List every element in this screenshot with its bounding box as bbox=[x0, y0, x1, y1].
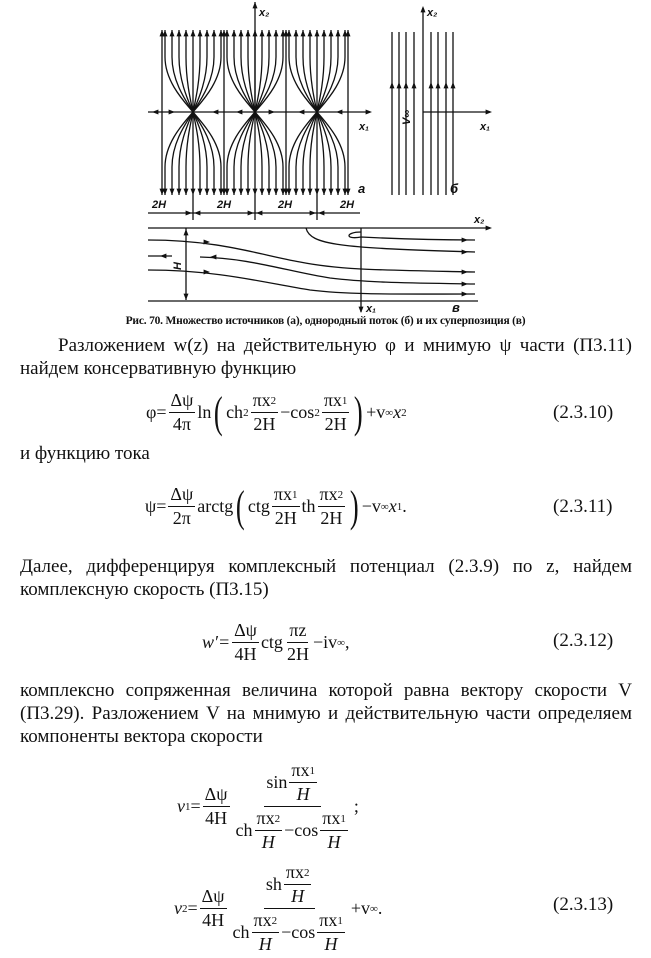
equation-number: (2.3.10) bbox=[553, 402, 614, 423]
eq-text: v bbox=[177, 796, 185, 816]
numerator bbox=[251, 390, 279, 413]
denominator bbox=[285, 643, 311, 665]
dimension-arrow bbox=[318, 211, 324, 216]
fraction bbox=[318, 484, 346, 529]
denominator bbox=[289, 885, 306, 907]
fraction bbox=[289, 760, 317, 805]
fraction bbox=[252, 910, 280, 955]
arrowhead bbox=[462, 292, 468, 297]
fraction bbox=[251, 390, 279, 435]
arrowhead bbox=[301, 189, 306, 195]
arrowhead bbox=[329, 189, 334, 195]
parenthesized-group bbox=[233, 481, 362, 531]
eq-text: H bbox=[296, 784, 310, 804]
denominator bbox=[323, 413, 349, 435]
numerator bbox=[287, 620, 308, 643]
eq-text: = bbox=[187, 898, 198, 918]
paragraph-4 bbox=[20, 679, 632, 748]
right-paren: ) bbox=[350, 481, 359, 531]
subscript: 1 bbox=[292, 488, 298, 501]
panel-label-b: б bbox=[450, 181, 459, 196]
arrowhead bbox=[232, 189, 237, 195]
arrowhead bbox=[239, 30, 244, 36]
eq-text: ψ= bbox=[145, 496, 167, 516]
eq-text: H bbox=[324, 934, 338, 954]
eq-text: φ= bbox=[146, 402, 167, 422]
denominator bbox=[171, 413, 193, 435]
arrowhead bbox=[253, 30, 258, 36]
arrowhead bbox=[462, 282, 468, 287]
left-paren: ( bbox=[236, 481, 245, 531]
paragraph-2-text: и функцию тока bbox=[20, 443, 150, 464]
eq-text: ch bbox=[226, 402, 244, 422]
arrowhead bbox=[239, 189, 244, 195]
equation-number: (2.3.12) bbox=[553, 630, 614, 651]
x2-axis-arrow bbox=[486, 226, 492, 231]
arrowhead bbox=[412, 82, 417, 88]
fraction bbox=[231, 862, 349, 955]
streamline bbox=[310, 30, 317, 112]
eq-text: 2H bbox=[253, 414, 276, 434]
subscript: ∞ bbox=[385, 406, 394, 419]
eq-text: ln bbox=[197, 402, 212, 422]
eq-text: πx bbox=[319, 484, 338, 504]
fraction bbox=[320, 808, 348, 853]
eq-text: ; bbox=[353, 796, 359, 816]
arrowhead bbox=[191, 30, 196, 36]
equation-v1 bbox=[177, 760, 359, 853]
eq-text: arctg bbox=[197, 496, 234, 516]
arrowhead bbox=[329, 30, 334, 36]
streamline bbox=[248, 112, 255, 195]
eq-text: −cos bbox=[281, 922, 316, 942]
arrowhead bbox=[198, 189, 203, 195]
axis-label-x1-b: x₁ bbox=[480, 121, 490, 133]
eq-text: πx bbox=[291, 760, 310, 780]
subscript: 1 bbox=[309, 764, 315, 777]
denominator bbox=[257, 933, 274, 955]
eq-text: ch bbox=[232, 922, 250, 942]
denominator bbox=[295, 783, 312, 805]
eq-text: −v bbox=[361, 496, 381, 516]
fraction bbox=[203, 784, 230, 829]
eq-text: H bbox=[291, 886, 305, 906]
streamline bbox=[248, 30, 255, 112]
eq-text: . bbox=[402, 496, 407, 516]
figure-caption: Рис. 70. Множество источников (а), однородный поток (б) и их суперпозиция (в) bbox=[125, 315, 526, 327]
dimension-arrow bbox=[256, 211, 262, 216]
arrowhead bbox=[205, 30, 210, 36]
arrowhead bbox=[462, 250, 468, 255]
arrowhead bbox=[462, 238, 468, 243]
eq-text: πx bbox=[252, 390, 271, 410]
streamline bbox=[186, 112, 193, 195]
streamline bbox=[349, 232, 475, 240]
eq-text: 2H bbox=[324, 414, 347, 434]
panel-label-a: а bbox=[358, 181, 366, 196]
right-paren: ) bbox=[354, 387, 364, 437]
fraction bbox=[200, 886, 227, 931]
fraction bbox=[169, 390, 196, 435]
eq-text: ctg bbox=[247, 496, 270, 516]
arrowhead bbox=[210, 255, 216, 260]
arrowhead bbox=[205, 189, 210, 195]
subscript: 2 bbox=[274, 812, 281, 825]
arrowhead bbox=[169, 110, 175, 115]
eq-text: th bbox=[301, 496, 316, 516]
dimension-arrow bbox=[194, 211, 200, 216]
arrowhead bbox=[184, 189, 189, 195]
arrowhead bbox=[274, 30, 279, 36]
subscript: 1 bbox=[341, 394, 348, 407]
streamline bbox=[255, 112, 262, 195]
numerator bbox=[232, 620, 259, 643]
equation-2-3-13 bbox=[174, 862, 382, 955]
eq-text: H bbox=[327, 832, 341, 852]
denominator bbox=[260, 831, 277, 853]
denominator bbox=[233, 643, 259, 665]
x1-axis-arrow bbox=[486, 110, 492, 115]
arrowhead bbox=[336, 110, 342, 115]
numerator bbox=[320, 808, 348, 831]
arrowhead bbox=[336, 30, 341, 36]
fraction bbox=[272, 484, 300, 529]
eq-text: Δψ bbox=[170, 484, 194, 504]
eq-text: 4H bbox=[202, 910, 225, 930]
x2-axis-arrow bbox=[253, 2, 258, 8]
arrowhead bbox=[462, 270, 468, 275]
arrowhead bbox=[170, 189, 175, 195]
subscript: 2 bbox=[270, 394, 277, 407]
denominator bbox=[200, 909, 226, 931]
arrowhead bbox=[267, 30, 272, 36]
eq-text: v bbox=[174, 898, 182, 918]
left-paren: ( bbox=[214, 387, 224, 437]
arrowhead bbox=[274, 189, 279, 195]
numerator bbox=[264, 862, 316, 909]
axis-label-x2-b: x₂ bbox=[427, 7, 438, 19]
arrowhead bbox=[308, 189, 313, 195]
spacing-label-3: 2H bbox=[278, 199, 293, 211]
axis-label-x2-v: x₂ bbox=[474, 214, 485, 226]
fraction bbox=[168, 484, 195, 529]
eq-text: 2H bbox=[286, 644, 309, 664]
streamline bbox=[317, 30, 324, 112]
arrowhead bbox=[315, 189, 320, 195]
arrowhead bbox=[322, 189, 327, 195]
arrowhead bbox=[397, 82, 402, 88]
numerator bbox=[318, 484, 346, 507]
axis-label-x1-a: x₁ bbox=[359, 121, 369, 133]
arrowhead bbox=[298, 110, 304, 115]
arrowhead bbox=[322, 30, 327, 36]
eq-text: Δψ bbox=[234, 620, 257, 640]
arrowhead bbox=[198, 30, 203, 36]
eq-text: +v bbox=[366, 402, 386, 422]
paragraph-1-text: Разложением w(z) на действительную φ и мнимую ψ части (П3.11) найдем консервативную функцию bbox=[20, 335, 632, 379]
eq-text: . bbox=[377, 898, 383, 918]
arrowhead bbox=[212, 110, 218, 115]
streamline bbox=[255, 30, 262, 112]
eq-text: −cos bbox=[280, 402, 315, 422]
numerator bbox=[200, 886, 227, 909]
eq-text: x bbox=[393, 402, 402, 422]
eq-text: πx bbox=[285, 862, 304, 882]
denominator bbox=[251, 413, 277, 435]
superscript: 2 bbox=[243, 406, 249, 419]
arrowhead bbox=[212, 189, 217, 195]
eq-text: πx bbox=[273, 484, 292, 504]
fraction bbox=[255, 808, 283, 853]
eq-text: 4π bbox=[172, 414, 192, 434]
eq-text: −iv bbox=[312, 632, 338, 652]
eq-text: 2π bbox=[172, 508, 191, 528]
streamline bbox=[148, 240, 475, 272]
eq-text: = bbox=[190, 796, 201, 816]
x1-axis-arrow bbox=[359, 307, 364, 313]
equation-2-3-10 bbox=[146, 387, 407, 437]
figure-70 bbox=[0, 0, 651, 315]
numerator bbox=[264, 760, 321, 807]
numerator bbox=[289, 760, 317, 783]
dimension-arrow bbox=[310, 211, 316, 216]
arrowhead bbox=[294, 189, 299, 195]
streamline bbox=[186, 30, 193, 112]
paragraph-4-text: комплексно сопряженная величина которой равна вектору скорости V (П3.29). Разложением V на мнимую и действительную части определяем компоненты вектора скорости bbox=[20, 680, 632, 747]
subscript: 1 bbox=[185, 800, 191, 813]
spacing-label-4: 2H bbox=[340, 199, 355, 211]
arrowhead bbox=[451, 82, 456, 88]
numerator bbox=[168, 484, 195, 507]
eq-text: 2H bbox=[320, 508, 343, 528]
eq-text: πx bbox=[323, 390, 342, 410]
arrowhead bbox=[308, 30, 313, 36]
denominator bbox=[273, 507, 299, 529]
panel-label-v: в bbox=[452, 300, 460, 315]
superscript: 2 bbox=[314, 406, 320, 419]
streamline bbox=[193, 112, 200, 195]
arrowhead bbox=[246, 189, 251, 195]
subscript: ∞ bbox=[380, 500, 389, 513]
parenthesized-group bbox=[211, 387, 366, 437]
streamline bbox=[200, 257, 475, 284]
eq-text: ch bbox=[235, 820, 253, 840]
subscript: ∞ bbox=[337, 636, 345, 649]
denominator bbox=[171, 507, 193, 529]
spacing-label-2: 2H bbox=[217, 199, 232, 211]
paragraph-1 bbox=[20, 334, 632, 380]
eq-text: πx bbox=[256, 808, 275, 828]
arrowhead bbox=[152, 110, 158, 115]
paragraph-2 bbox=[20, 442, 632, 465]
numerator bbox=[255, 808, 283, 831]
eq-text: H bbox=[261, 832, 275, 852]
subscript: 1 bbox=[340, 812, 346, 825]
equation-2-3-11 bbox=[145, 481, 407, 531]
eq-text: 4H bbox=[234, 644, 257, 664]
eq-text: Δψ bbox=[204, 784, 228, 804]
subscript: 2 bbox=[337, 488, 344, 501]
eq-text: w′= bbox=[202, 632, 231, 652]
subscript: 1 bbox=[396, 500, 403, 513]
paragraph-3 bbox=[20, 555, 632, 601]
eq-text: Δψ bbox=[201, 886, 225, 906]
denominator bbox=[231, 909, 349, 955]
equation-number: (2.3.11) bbox=[553, 496, 613, 517]
arrowhead bbox=[170, 30, 175, 36]
arrowhead bbox=[267, 189, 272, 195]
denominator bbox=[323, 933, 340, 955]
eq-text: 2H bbox=[274, 508, 297, 528]
fraction bbox=[317, 910, 345, 955]
streamline bbox=[193, 30, 200, 112]
fraction bbox=[285, 620, 311, 665]
streamline bbox=[317, 112, 324, 195]
eq-text: sh bbox=[265, 874, 282, 894]
eq-text: πz bbox=[289, 620, 307, 640]
label-v-infinity: V∞ bbox=[401, 109, 413, 125]
axis-label-x2-a: x₂ bbox=[259, 7, 270, 19]
arrowhead bbox=[253, 189, 258, 195]
numerator bbox=[169, 390, 196, 413]
streamline bbox=[310, 112, 317, 195]
arrowhead bbox=[294, 30, 299, 36]
arrowhead bbox=[232, 30, 237, 36]
denominator bbox=[318, 507, 344, 529]
eq-text: , bbox=[344, 632, 350, 652]
eq-text: sin bbox=[266, 772, 288, 792]
dimension-arrow bbox=[248, 211, 254, 216]
axis-label-x1-v: x₁ bbox=[366, 303, 376, 315]
arrowhead bbox=[404, 82, 409, 88]
numerator bbox=[272, 484, 300, 507]
eq-text: H bbox=[258, 934, 272, 954]
fraction bbox=[234, 760, 352, 853]
dimension-arrow bbox=[186, 211, 192, 216]
eq-text: πx bbox=[253, 910, 272, 930]
denominator bbox=[326, 831, 343, 853]
subscript: ∞ bbox=[370, 902, 378, 915]
subscript: 2 bbox=[182, 902, 188, 915]
x2-axis-arrow bbox=[421, 6, 426, 12]
arrowhead bbox=[191, 189, 196, 195]
subscript: 2 bbox=[271, 914, 278, 927]
arrowhead bbox=[260, 189, 265, 195]
denominator bbox=[234, 807, 352, 853]
equation-number: (2.3.13) bbox=[553, 894, 614, 915]
arrowhead bbox=[436, 82, 441, 88]
fraction bbox=[322, 390, 350, 435]
eq-text: +v bbox=[350, 898, 370, 918]
arrowhead bbox=[160, 254, 166, 259]
numerator bbox=[252, 910, 280, 933]
eq-text: x bbox=[388, 496, 397, 516]
eq-text: ctg bbox=[260, 632, 283, 652]
arrowhead bbox=[444, 82, 449, 88]
arrowhead bbox=[184, 30, 189, 36]
arrowhead bbox=[246, 30, 251, 36]
equation-2-3-12 bbox=[202, 620, 349, 665]
subscript: 1 bbox=[337, 914, 343, 927]
dimension-arrow bbox=[184, 229, 189, 235]
streamline bbox=[148, 270, 475, 294]
arrowhead bbox=[212, 30, 217, 36]
eq-text: πx bbox=[322, 808, 341, 828]
subscript: 2 bbox=[401, 406, 407, 419]
arrowhead bbox=[177, 189, 182, 195]
arrowhead bbox=[429, 82, 434, 88]
denominator bbox=[203, 807, 229, 829]
numerator bbox=[317, 910, 345, 933]
arrowhead bbox=[315, 30, 320, 36]
fraction bbox=[232, 620, 259, 665]
numerator bbox=[284, 862, 312, 885]
label-h: H bbox=[172, 262, 184, 270]
eq-text: −cos bbox=[284, 820, 319, 840]
arrowhead bbox=[301, 30, 306, 36]
eq-text: πx bbox=[319, 910, 338, 930]
spacing-label-1: 2H bbox=[152, 199, 167, 211]
arrowhead bbox=[260, 30, 265, 36]
dimension-arrow bbox=[184, 294, 189, 300]
numerator bbox=[322, 390, 350, 413]
paragraph-3-text: Далее, дифференцируя комплексный потенциал (2.3.9) по z, найдем комплексную скорость (П3.15) bbox=[20, 556, 632, 600]
arrowhead bbox=[390, 82, 395, 88]
subscript: 2 bbox=[303, 866, 310, 879]
eq-text: 4H bbox=[205, 808, 228, 828]
arrowhead bbox=[236, 110, 242, 115]
eq-text: Δψ bbox=[170, 390, 194, 410]
arrowhead bbox=[177, 30, 182, 36]
numerator bbox=[203, 784, 230, 807]
arrowhead bbox=[336, 189, 341, 195]
arrowhead bbox=[269, 110, 275, 115]
fraction bbox=[284, 862, 312, 907]
x1-axis-arrow bbox=[366, 110, 372, 115]
